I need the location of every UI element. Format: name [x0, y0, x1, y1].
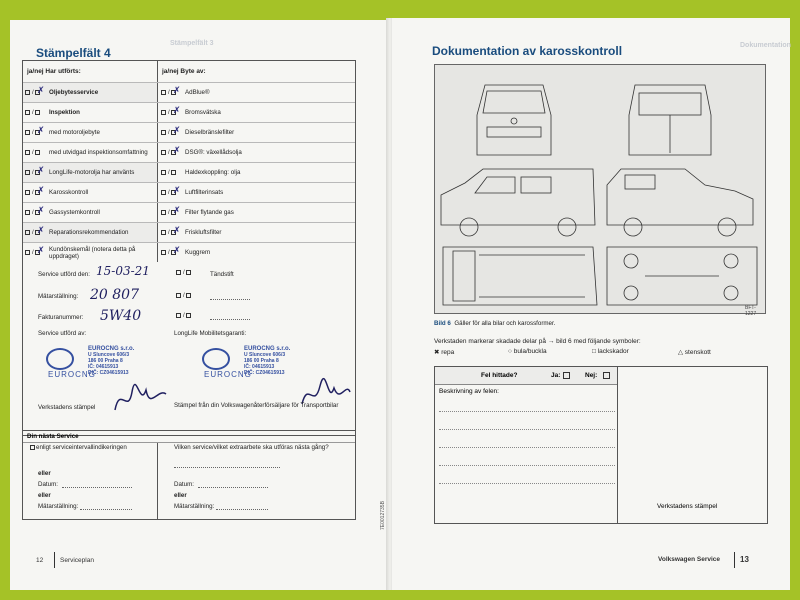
yes-no-checkbox-pair[interactable]: / ✗	[25, 190, 49, 196]
check-mark: ✗	[37, 185, 45, 196]
description-label: Beskrivning av felen:	[439, 388, 499, 395]
yes-no-checkbox-pair[interactable]: /	[25, 110, 49, 116]
page-number: 13	[740, 555, 749, 564]
tandstift-label: Tändstift	[210, 271, 234, 278]
mileage-label: Mätarställning:	[174, 503, 215, 510]
check-mark: ✗	[37, 85, 45, 96]
vehicle-diagram	[434, 64, 766, 317]
description-line[interactable]	[439, 429, 615, 430]
yes-no-checkbox-pair[interactable]: / ✗	[161, 230, 185, 236]
replaced-item-label: Bromsvätska	[185, 109, 221, 116]
interval-checkbox[interactable]	[30, 445, 35, 450]
done-column-header: ja/nej Har utförts:	[27, 68, 81, 75]
bleed-through-title: Stämpelfält 3	[170, 40, 214, 47]
check-mark: ✗	[173, 85, 181, 96]
done-item-label: med motoroljebyte	[49, 129, 100, 136]
check-mark: ✗	[37, 205, 45, 216]
mileage-field[interactable]	[80, 509, 132, 510]
replaced-item-label: AdBlue®	[185, 89, 210, 96]
no-checkbox[interactable]	[603, 372, 610, 379]
yes-no-checkbox-pair[interactable]: / ✗	[161, 150, 185, 156]
service-row	[23, 102, 355, 122]
page-title: Dokumentation av karosskontroll	[432, 44, 623, 58]
yes-checkbox[interactable]	[563, 372, 570, 379]
yes-no-checkbox-pair[interactable]: / ✗	[25, 250, 49, 256]
dealer-stamp-label: Stämpel från din Volkswagenåterförsäljare för Transportbilar	[174, 402, 339, 409]
yes-no-checkbox-pair[interactable]: / ✗	[25, 170, 49, 176]
check-mark: ✗	[37, 245, 45, 256]
instruction-text: Verkstaden markerar skadade delar på → bild 6 med följande symboler:	[434, 338, 641, 345]
done-item-label: Karosskontroll	[49, 189, 89, 196]
done-item-label: Reparationsrekommendation	[49, 229, 129, 236]
yes-no-checkbox-pair[interactable]: / ✗	[25, 210, 49, 216]
yes-no-checkbox-pair[interactable]: / ✗	[25, 90, 49, 96]
figure-ref: BFT-1227	[745, 305, 757, 317]
bird-logo-icon	[202, 348, 230, 370]
longlife-label: LongLife Mobilitetsgaranti:	[174, 330, 247, 337]
van-outline-image	[435, 65, 767, 315]
fault-found-label: Fel hittade?	[481, 372, 518, 379]
replaced-item-label: Friskluftsfilter	[185, 229, 222, 236]
replaced-item-label: Filter flytande gas	[185, 209, 234, 216]
invoice-label: Fakturanummer:	[38, 314, 84, 321]
check-mark: ✗	[37, 225, 45, 236]
scratch-symbol: ✖ repa	[434, 349, 455, 356]
replaced-item-label: Haldexkoppling: olja	[185, 169, 241, 176]
yes-no-checkbox-pair[interactable]: / ✗	[161, 210, 185, 216]
check-mark: ✗	[37, 125, 45, 136]
page-title: Stämpelfält 4	[36, 46, 111, 60]
next-service-question: Vilken service/vilket extraarbete ska utföras nästa gång?	[174, 444, 329, 451]
checkbox[interactable]	[176, 313, 181, 318]
done-item-label: Inspektion	[49, 109, 80, 116]
service-by-label: Service utförd av:	[38, 330, 87, 337]
check-mark: ✗	[173, 205, 181, 216]
blank-line	[174, 467, 280, 468]
replaced-item-label: Luftfilterinsats	[185, 189, 224, 196]
service-date-value: 15-03-21	[96, 264, 150, 278]
checkbox[interactable]	[176, 293, 181, 298]
done-item-label: Kundönskemål (notera detta på uppdraget)	[49, 245, 136, 260]
check-mark: ✗	[173, 245, 181, 256]
yes-no-checkbox-pair[interactable]: / ✗	[161, 250, 185, 256]
description-line[interactable]	[439, 447, 615, 448]
dealer-stamp-image: EUROCNG s.r.o. U Sluncove 606/3 186 00 Praha 8 IČ: 04615913 DIČ: CZ04615913 EUROCNG	[204, 346, 291, 379]
workshop-stamp-label: Verkstadens stämpel	[38, 404, 96, 411]
replaced-item-label: Kuggrem	[185, 249, 211, 256]
blank-line	[210, 319, 250, 320]
yes-no-checkbox-pair[interactable]: /	[161, 170, 185, 176]
yes-no-checkbox-pair[interactable]: / ✗	[161, 110, 185, 116]
service-row	[23, 182, 355, 202]
document-code: 7E0012735B	[380, 501, 386, 530]
description-line[interactable]	[439, 483, 615, 484]
checkbox[interactable]	[186, 313, 191, 318]
service-row	[23, 82, 355, 102]
check-mark: ✗	[173, 105, 181, 116]
mileage-value: 20 807	[90, 287, 139, 303]
done-item-label: Oljebytesservice	[49, 89, 99, 96]
right-footer	[392, 548, 790, 572]
workshop-stamp-label: Verkstadens stämpel	[657, 503, 718, 510]
paint-damage-symbol: □ lackskador	[592, 348, 629, 355]
service-row	[23, 242, 355, 262]
replaced-item-label: DSG®: växellådsolja	[185, 149, 242, 156]
no-label: Nej:	[585, 372, 598, 379]
check-mark: ✗	[37, 165, 45, 176]
yes-no-checkbox-pair[interactable]: / ✗	[25, 230, 49, 236]
done-item-label: Gassystemkontroll	[49, 209, 100, 216]
replaced-column-header: ja/nej Byte av:	[157, 61, 355, 83]
stone-chip-symbol: △ stenskott	[678, 349, 711, 356]
date-field[interactable]	[62, 487, 132, 488]
replaced-item-label: Dieselbränslefilter	[185, 129, 235, 136]
service-row	[23, 222, 355, 242]
figure-caption: Bild 6 Gäller för alla bilar och karossformer.	[434, 320, 556, 327]
checkbox[interactable]	[186, 270, 191, 275]
signature-image	[298, 376, 354, 416]
check-mark: ✗	[173, 225, 181, 236]
done-item-label: med utvidgad inspektionsomfattning	[49, 149, 148, 156]
blank-line	[210, 299, 250, 300]
date-field[interactable]	[198, 487, 268, 488]
workshop-stamp-image: EUROCNG s.r.o. U Sluncove 606/3 186 00 Praha 8 IČ: 04615913 DIČ: CZ04615913 EUROCNG	[48, 346, 135, 379]
dent-symbol: ○ bula/buckla	[508, 348, 547, 355]
footer-brand: Volkswagen Service	[658, 556, 721, 563]
footer-text: Serviceplan	[60, 557, 94, 564]
signature-image	[110, 380, 170, 420]
left-footer	[20, 548, 380, 572]
check-mark: ✗	[173, 125, 181, 136]
checkbox[interactable]	[186, 293, 191, 298]
bleed-through-title: Dokumentation	[740, 42, 791, 49]
date-label: Datum:	[174, 481, 194, 488]
or-label: eller	[174, 492, 187, 499]
mileage-label: Mätarställning:	[38, 293, 79, 300]
service-row	[23, 142, 355, 162]
service-row	[23, 202, 355, 222]
bird-logo-icon	[46, 348, 74, 370]
invoice-value: 5W40	[100, 308, 142, 324]
mileage-field[interactable]	[216, 509, 268, 510]
yes-no-checkbox-pair[interactable]: / ✗	[161, 130, 185, 136]
yes-no-checkbox-pair[interactable]: / ✗	[25, 130, 49, 136]
or-label: eller	[38, 492, 51, 499]
checkbox[interactable]	[176, 270, 181, 275]
check-mark: ✗	[173, 185, 181, 196]
mileage-label: Mätarställning:	[38, 503, 79, 510]
fault-found-box	[434, 366, 768, 524]
next-service-title: Din nästa Service	[23, 431, 355, 443]
check-mark: ✗	[173, 145, 181, 156]
or-label: eller	[38, 470, 51, 477]
service-row	[23, 162, 355, 182]
yes-no-checkbox-pair[interactable]: / ✗	[161, 190, 185, 196]
description-line[interactable]	[439, 465, 615, 466]
service-date-label: Service utförd den:	[38, 271, 90, 278]
service-row	[23, 122, 355, 142]
yes-no-checkbox-pair[interactable]: / ✗	[161, 90, 185, 96]
date-label: Datum:	[38, 481, 58, 488]
page-number: 12	[36, 557, 44, 564]
done-item-label: LongLife-motorolja har använts	[49, 169, 135, 176]
yes-no-checkbox-pair[interactable]: /	[25, 150, 49, 156]
yes-label: Ja:	[551, 372, 561, 379]
description-line[interactable]	[439, 411, 615, 412]
